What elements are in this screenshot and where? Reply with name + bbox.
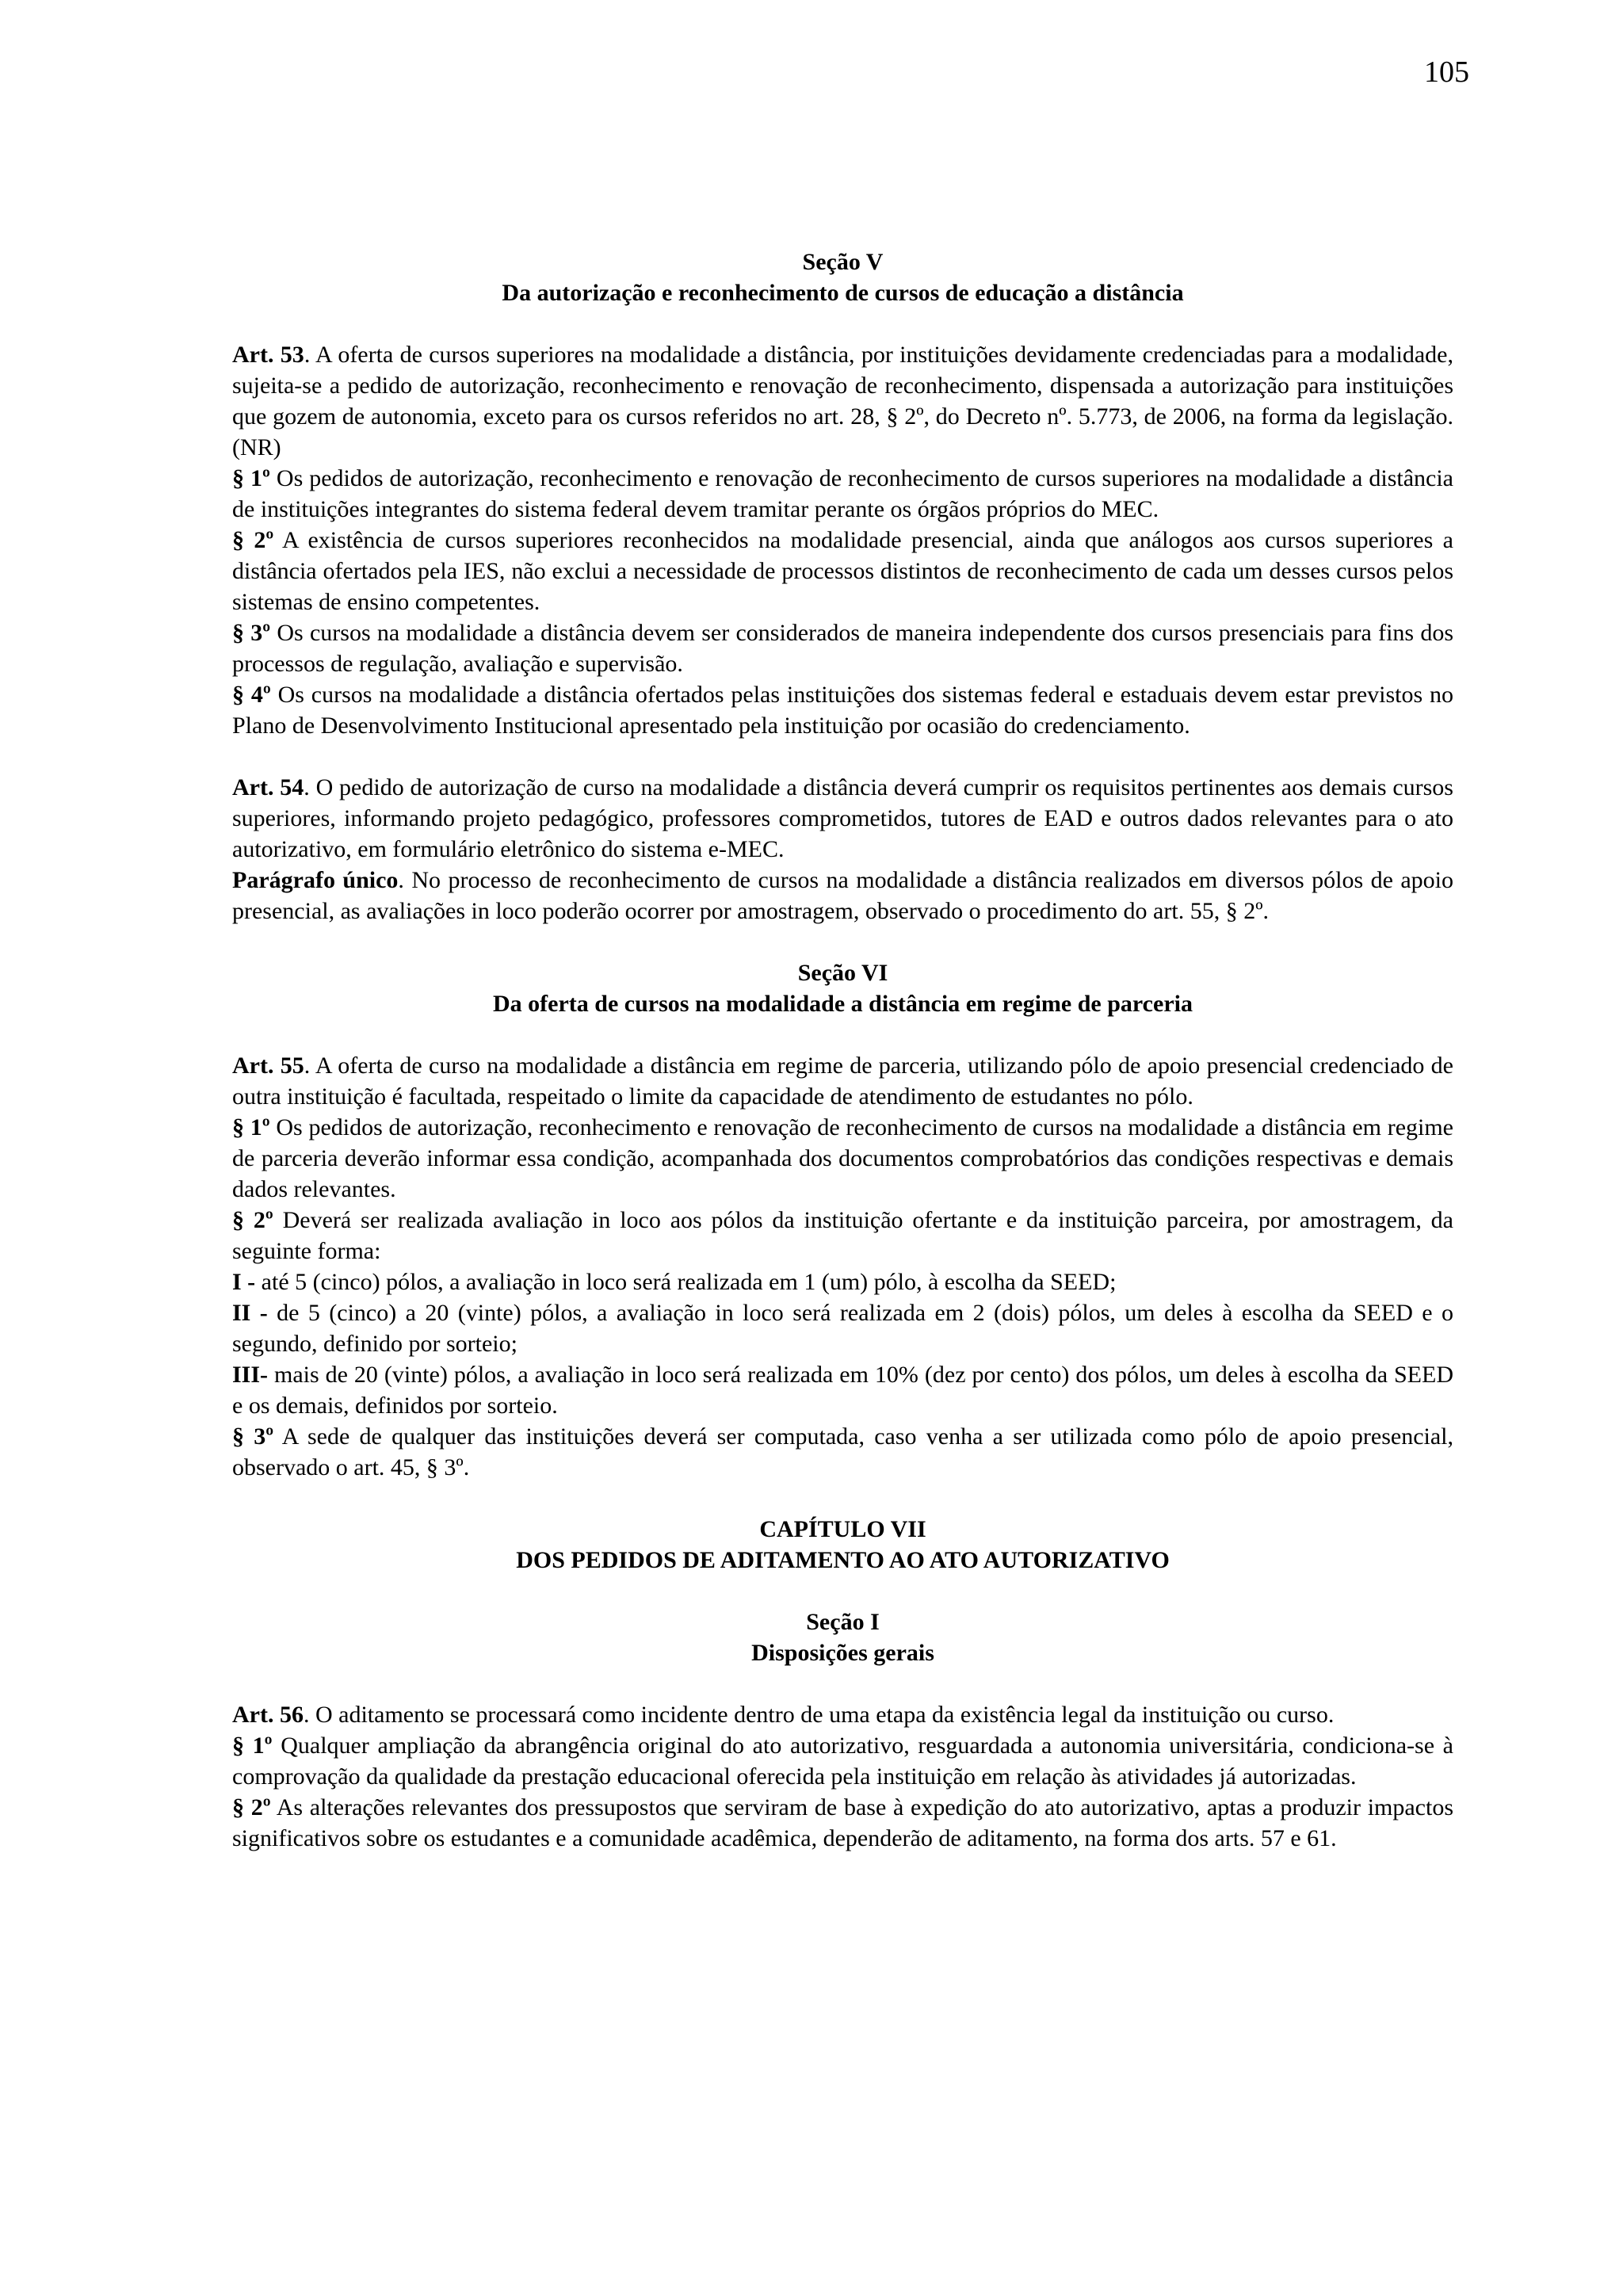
art-55-item-i bbox=[232, 1266, 1453, 1297]
art-53-p4-text: Os cursos na modalidade a distância ofertados pelas instituições dos sistemas federal e estaduais devem estar previstos no Plano de Desenvolvimento Institucional apresentado pela instituição por ocasião do credenciamento. bbox=[232, 682, 1454, 739]
art-56-paragraph-1 bbox=[232, 1730, 1453, 1792]
art-54-pu-text: . No processo de reconhecimento de cursos na modalidade a distância realizados em diversos pólos de apoio presencial, as avaliações in loco poderão ocorrer por amostragem, observado o procedimento do art. 55, § 2º. bbox=[232, 867, 1453, 924]
art-53 bbox=[232, 339, 1453, 463]
section-i-title: Seção I bbox=[806, 1609, 880, 1635]
section-v-subtitle: Da autorização e reconhecimento de cursos de educação a distância bbox=[502, 280, 1184, 306]
art-55-iii-text: mais de 20 (vinte) pólos, a avaliação in loco será realizada em 10% (dez por cento) dos pólos, um deles à escolha da SEED e os demais, definidos por sorteio. bbox=[232, 1362, 1453, 1419]
section-vi-subtitle: Da oferta de cursos na modalidade a distância em regime de parceria bbox=[493, 991, 1193, 1017]
art-53-label: Art. 53 bbox=[232, 342, 304, 368]
art-55-iii-label: III- bbox=[232, 1362, 269, 1388]
art-53-p4-label: § 4º bbox=[232, 682, 271, 708]
section-v-title: Seção V bbox=[802, 249, 884, 275]
art-53-p1-label: § 1º bbox=[232, 465, 270, 491]
art-55 bbox=[232, 1050, 1453, 1112]
art-53-paragraph-2 bbox=[232, 525, 1453, 617]
art-55-p1-text: Os pedidos de autorização, reconhecimento e renovação de reconhecimento de cursos na modalidade a distância em regime de parceria deverão informar essa condição, acompanhada dos documentos comprobatórios das condições respectivas e demais dados relevantes. bbox=[232, 1114, 1453, 1202]
document-body bbox=[232, 246, 1453, 1854]
art-55-paragraph-2 bbox=[232, 1205, 1453, 1266]
art-55-i-label: I - bbox=[232, 1269, 256, 1295]
art-55-i-text: até 5 (cinco) pólos, a avaliação in loco será realizada em 1 (um) pólo, à escolha da SEED; bbox=[255, 1269, 1117, 1295]
page-number: 105 bbox=[1424, 55, 1469, 89]
art-54-label: Art. 54 bbox=[232, 774, 304, 800]
art-53-paragraph-4 bbox=[232, 679, 1453, 741]
art-54 bbox=[232, 772, 1453, 865]
art-53-paragraph-3 bbox=[232, 617, 1453, 679]
art-56-p1-label: § 1º bbox=[232, 1733, 273, 1759]
art-55-item-iii bbox=[232, 1359, 1453, 1421]
art-55-p2-label: § 2º bbox=[232, 1207, 273, 1233]
art-53-p2-text: A existência de cursos superiores reconhecidos na modalidade presencial, ainda que análogos aos cursos superiores a distância ofertados pela IES, não exclui a necessidade de processos distintos de reconhecimento de cada um desses cursos pelos sistemas de ensino competentes. bbox=[232, 527, 1454, 615]
art-55-p2-text: Deverá ser realizada avaliação in loco aos pólos da instituição ofertante e da instituição parceira, por amostragem, da seguinte forma: bbox=[232, 1207, 1453, 1264]
art-56-label: Art. 56 bbox=[232, 1702, 304, 1728]
art-54-text: . O pedido de autorização de curso na modalidade a distância deverá cumprir os requisitos pertinentes aos demais cursos superiores, informando projeto pedagógico, professores comprometidos, tutores de EAD e outros dados relevantes para o ato autorizativo, em formulário eletrônico do sistema e-MEC. bbox=[232, 774, 1453, 862]
art-53-p3-label: § 3º bbox=[232, 620, 271, 646]
art-53-p1-text: Os pedidos de autorização, reconhecimento e renovação de reconhecimento de cursos superiores na modalidade a distância de instituições integrantes do sistema federal devem tramitar perante os órgãos próprios do MEC. bbox=[232, 465, 1453, 522]
art-56-paragraph-2 bbox=[232, 1792, 1453, 1854]
section-i-subtitle: Disposições gerais bbox=[751, 1640, 934, 1666]
art-55-p1-label: § 1º bbox=[232, 1114, 270, 1140]
art-53-p2-label: § 2º bbox=[232, 527, 274, 553]
art-55-item-ii bbox=[232, 1297, 1453, 1359]
art-56-p2-text: As alterações relevantes dos pressupostos que serviram de base à expedição do ato autorizativo, aptas a produzir impactos significativos sobre os estudantes e a comunidade acadêmica, dependerão de aditamento, na forma dos arts. 57 e 61. bbox=[232, 1794, 1454, 1851]
section-vi-title: Seção VI bbox=[797, 960, 888, 986]
chapter-vii-subtitle: DOS PEDIDOS DE ADITAMENTO AO ATO AUTORIZATIVO bbox=[516, 1547, 1170, 1573]
art-56-p2-label: § 2º bbox=[232, 1794, 271, 1820]
art-53-text: . A oferta de cursos superiores na modalidade a distância, por instituições devidamente credenciadas para a modalidade, sujeita-se a pedido de autorização, reconhecimento e renovação de reconhecimento, dispensada a autorização para instituições que gozem de autonomia, exceto para os cursos referidos no art. 28, § 2º, do Decreto nº. 5.773, de 2006, na forma da legislação. (NR) bbox=[232, 342, 1454, 460]
art-53-p3-text: Os cursos na modalidade a distância devem ser considerados de maneira independente dos cursos presenciais para fins dos processos de regulação, avaliação e supervisão. bbox=[232, 620, 1454, 677]
art-54-paragrafo-unico bbox=[232, 865, 1453, 926]
art-55-p3-label: § 3º bbox=[232, 1423, 274, 1450]
art-53-paragraph-1 bbox=[232, 463, 1453, 525]
art-56-p1-text: Qualquer ampliação da abrangência original do ato autorizativo, resguardada a autonomia universitária, condiciona-se à comprovação da qualidade da prestação educacional oferecida pela instituição em relação às atividades já autorizadas. bbox=[232, 1733, 1453, 1790]
art-55-ii-text: de 5 (cinco) a 20 (vinte) pólos, a avaliação in loco será realizada em 2 (dois) pólos, um deles à escolha da SEED e o segundo, definido por sorteio; bbox=[232, 1300, 1453, 1357]
chapter-vii-title: CAPÍTULO VII bbox=[759, 1516, 926, 1542]
art-55-paragraph-1 bbox=[232, 1112, 1453, 1205]
art-55-paragraph-3 bbox=[232, 1421, 1453, 1483]
art-55-text: . A oferta de curso na modalidade a distância em regime de parceria, utilizando pólo de apoio presencial credenciado de outra instituição é facultada, respeitado o limite da capacidade de atendimento de estudantes no pólo. bbox=[232, 1052, 1453, 1110]
art-55-ii-label: II - bbox=[232, 1300, 268, 1326]
art-54-pu-label: Parágrafo único bbox=[232, 867, 399, 893]
art-55-label: Art. 55 bbox=[232, 1052, 304, 1079]
art-56 bbox=[232, 1699, 1453, 1730]
art-55-p3-text: A sede de qualquer das instituições deverá ser computada, caso venha a ser utilizada como pólo de apoio presencial, observado o art. 45, § 3º. bbox=[232, 1423, 1453, 1480]
art-56-text: . O aditamento se processará como incidente dentro de uma etapa da existência legal da instituição ou curso. bbox=[303, 1702, 1335, 1728]
